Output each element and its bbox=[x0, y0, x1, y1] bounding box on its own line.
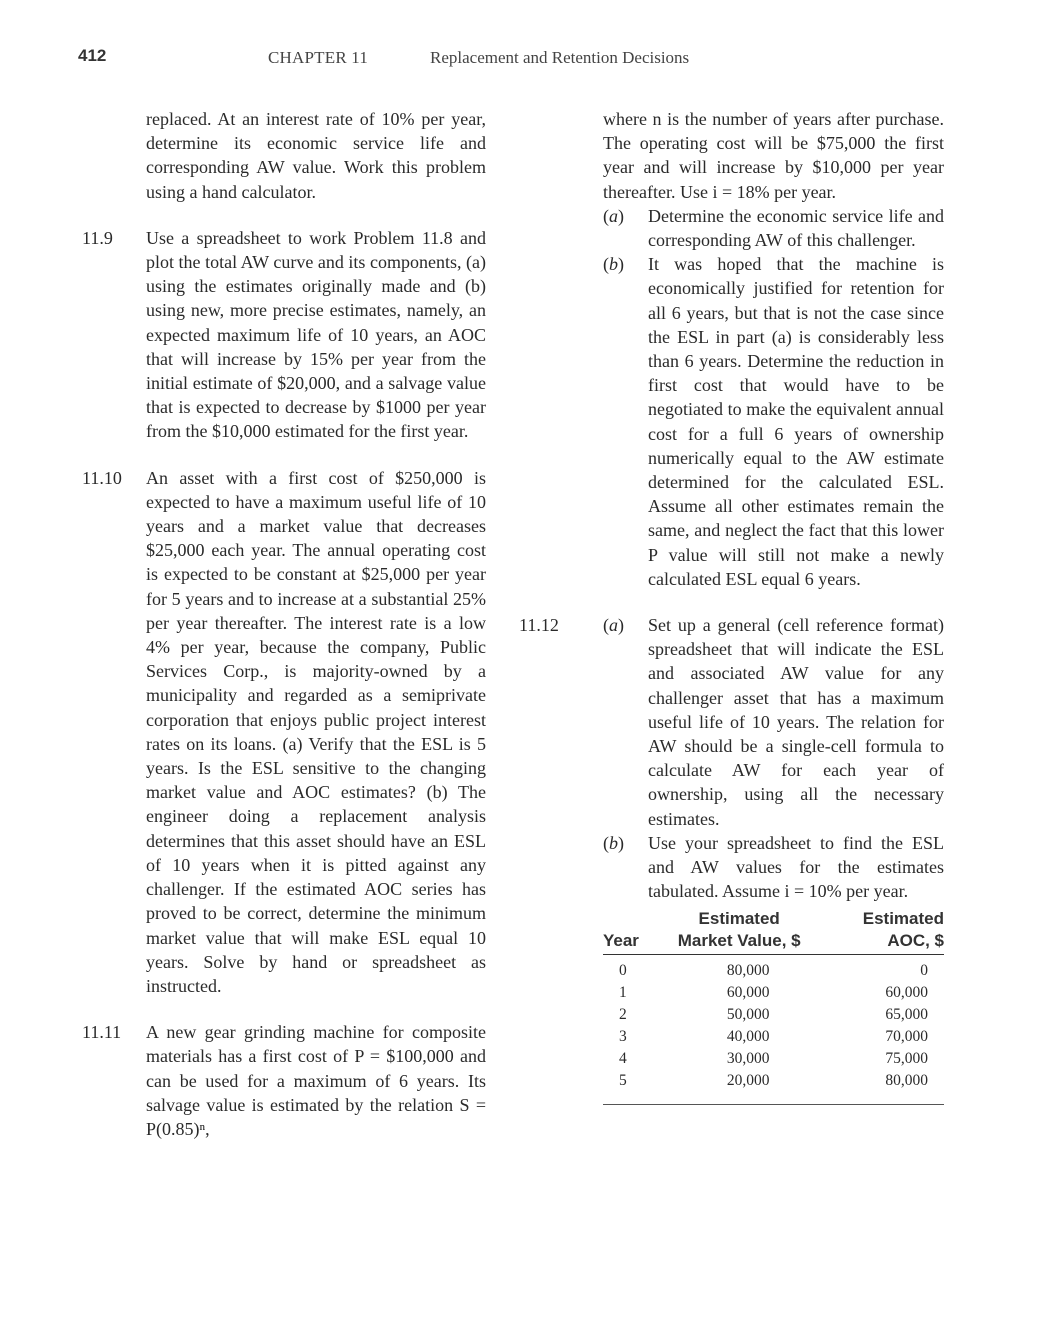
table-cell-aoc: 80,000 bbox=[885, 1071, 928, 1089]
problem-11-9 bbox=[82, 226, 486, 444]
subpart-a bbox=[603, 204, 944, 252]
problem-text: replaced. At an interest rate of 10% per year, determine its economic service life and corresponding AW value. Work this problem using a hand calculator. bbox=[146, 109, 486, 202]
problem-11-11 bbox=[82, 1020, 486, 1141]
table-cell-year: 4 bbox=[619, 1049, 627, 1067]
left-column bbox=[82, 107, 486, 1163]
subpart-b bbox=[603, 831, 944, 904]
problem-text: An asset with a first cost of $250,000 is expected to have a maximum useful life of 10 years and a market value that decreases $25,000 each year. The annual operating cost is expected to be constant at $25,000 per year for 5 years and to increase at a substantial 25% per year thereafter. The interest rate is a low 4% per year, because the company, Public Services Corp., is majority-owned by a municipality and regarded as a semiprivate corporation that enjoys public project interest rates on its loans. (a) Verify that the ESL is 5 years. Is the ESL sensitive to the changing market value and AOC estimates? (b) The engineer doing a replacement analysis determines that this asset should have an ESL of 10 years when it is pitted against any challenger. If the estimated AOC series has proved to be correct, determine the minimum market value that will make ESL equal 10 years. Solve by hand or spreadsheet as instructed. bbox=[146, 467, 486, 996]
table-header-aoc: Estimated AOC, $ bbox=[827, 908, 944, 955]
problem-11-12 bbox=[519, 613, 944, 1104]
running-head-chapter: CHAPTER 11 bbox=[268, 48, 369, 67]
table-header-row bbox=[603, 908, 944, 955]
table-cell-market-value: 50,000 bbox=[726, 1005, 770, 1023]
table-header-year: Year bbox=[603, 908, 651, 955]
table-row bbox=[603, 1070, 944, 1104]
subpart-label: (b) bbox=[603, 832, 624, 853]
subpart-text: Set up a general (cell reference format) spreadsheet that will indicate the ESL and associated AW value for any challenger asset that has a maximum useful life of 10 years. The relation for AW should be a single-cell formula to calculate AW for each year of ownership, using all the necessary estimates. bbox=[648, 615, 944, 829]
continued-problem-11-11 bbox=[603, 107, 944, 591]
table-cell-year: 2 bbox=[619, 1005, 627, 1023]
table-cell-market-value: 30,000 bbox=[726, 1049, 770, 1067]
table-cell-market-value: 40,000 bbox=[726, 1027, 770, 1045]
table-cell-aoc: 0 bbox=[920, 961, 928, 979]
subpart-label: (b) bbox=[603, 254, 624, 275]
subpart-b bbox=[603, 252, 944, 591]
subpart-text: Determine the economic service life and corresponding AW of this challenger. bbox=[648, 205, 944, 251]
subpart-text: Use your spreadsheet to find the ESL and AW values for the estimates tabulated. Assume i = 10% per year. bbox=[648, 832, 944, 902]
table-row bbox=[603, 982, 944, 1004]
table-cell-year: 5 bbox=[619, 1071, 627, 1089]
table-cell-market-value: 20,000 bbox=[726, 1071, 770, 1089]
problem-text: where n is the number of years after purchase. The operating cost will be $75,000 the first year and will increase by $10,000 per year thereafter. Use i = 18% per year. bbox=[603, 109, 944, 202]
table-cell-year: 1 bbox=[619, 983, 627, 1001]
table-cell-aoc: 75,000 bbox=[885, 1049, 928, 1067]
problem-number: 11.9 bbox=[82, 227, 113, 248]
problem-number: 11.12 bbox=[519, 615, 559, 636]
table-row bbox=[603, 1026, 944, 1048]
right-column bbox=[519, 107, 944, 1127]
estimates-table bbox=[603, 908, 944, 1105]
continued-problem-11-8 bbox=[146, 107, 486, 204]
page-number: 412 bbox=[78, 46, 107, 65]
subpart-text: It was hoped that the machine is economically justified for retention for all 6 years, but that is not the case since the ESL in part (a) is considerably less than 6 years. Determine the reduction in first cost that would have to be negotiated to make the equivalent annual cost for a full 6 years of ownership numerically equal to the AW estimate determined for the calculated ESL. Assume all other estimates remain the same, and neglect the fact that this lower P value will still not make a newly calculated ESL equal 6 years. bbox=[648, 254, 944, 589]
table-cell-year: 0 bbox=[619, 961, 627, 979]
table-cell-aoc: 70,000 bbox=[885, 1027, 928, 1045]
problem-text: A new gear grinding machine for composite materials has a first cost of P = $100,000 and can be used for a maximum of 6 years. Its salvage value is estimated by the relation S = P(0.85)ⁿ, bbox=[146, 1022, 486, 1139]
subpart-label: (a) bbox=[603, 615, 624, 636]
table-cell-aoc: 65,000 bbox=[885, 1005, 928, 1023]
table-bottom-rule bbox=[603, 1104, 944, 1105]
table-row bbox=[603, 1004, 944, 1026]
table-cell-year: 3 bbox=[619, 1027, 627, 1045]
problem-number: 11.11 bbox=[82, 1022, 122, 1043]
running-head-title: Replacement and Retention Decisions bbox=[430, 48, 690, 67]
table-cell-market-value: 80,000 bbox=[726, 961, 770, 979]
table-row bbox=[603, 1048, 944, 1070]
table-cell-market-value: 60,000 bbox=[726, 983, 770, 1001]
problem-11-10 bbox=[82, 466, 486, 998]
table-cell-aoc: 60,000 bbox=[885, 983, 928, 1001]
subpart-label: (a) bbox=[603, 205, 624, 226]
problem-text: Use a spreadsheet to work Problem 11.8 and plot the total AW curve and its components, (a) using the estimates originally made and (b) using new, more precise estimates, namely, an expected maximum life of 10 years, an AOC that will increase by 15% per year from the initial estimate of $20,000, and a salvage value that is expected to decrease by $1000 per year from the $10,000 estimated for the first year. bbox=[146, 227, 486, 442]
problem-number: 11.10 bbox=[82, 467, 122, 488]
subpart-a bbox=[603, 613, 944, 831]
table-header-market-value: Estimated Market Value, $ bbox=[651, 908, 827, 955]
table-row bbox=[603, 954, 944, 982]
